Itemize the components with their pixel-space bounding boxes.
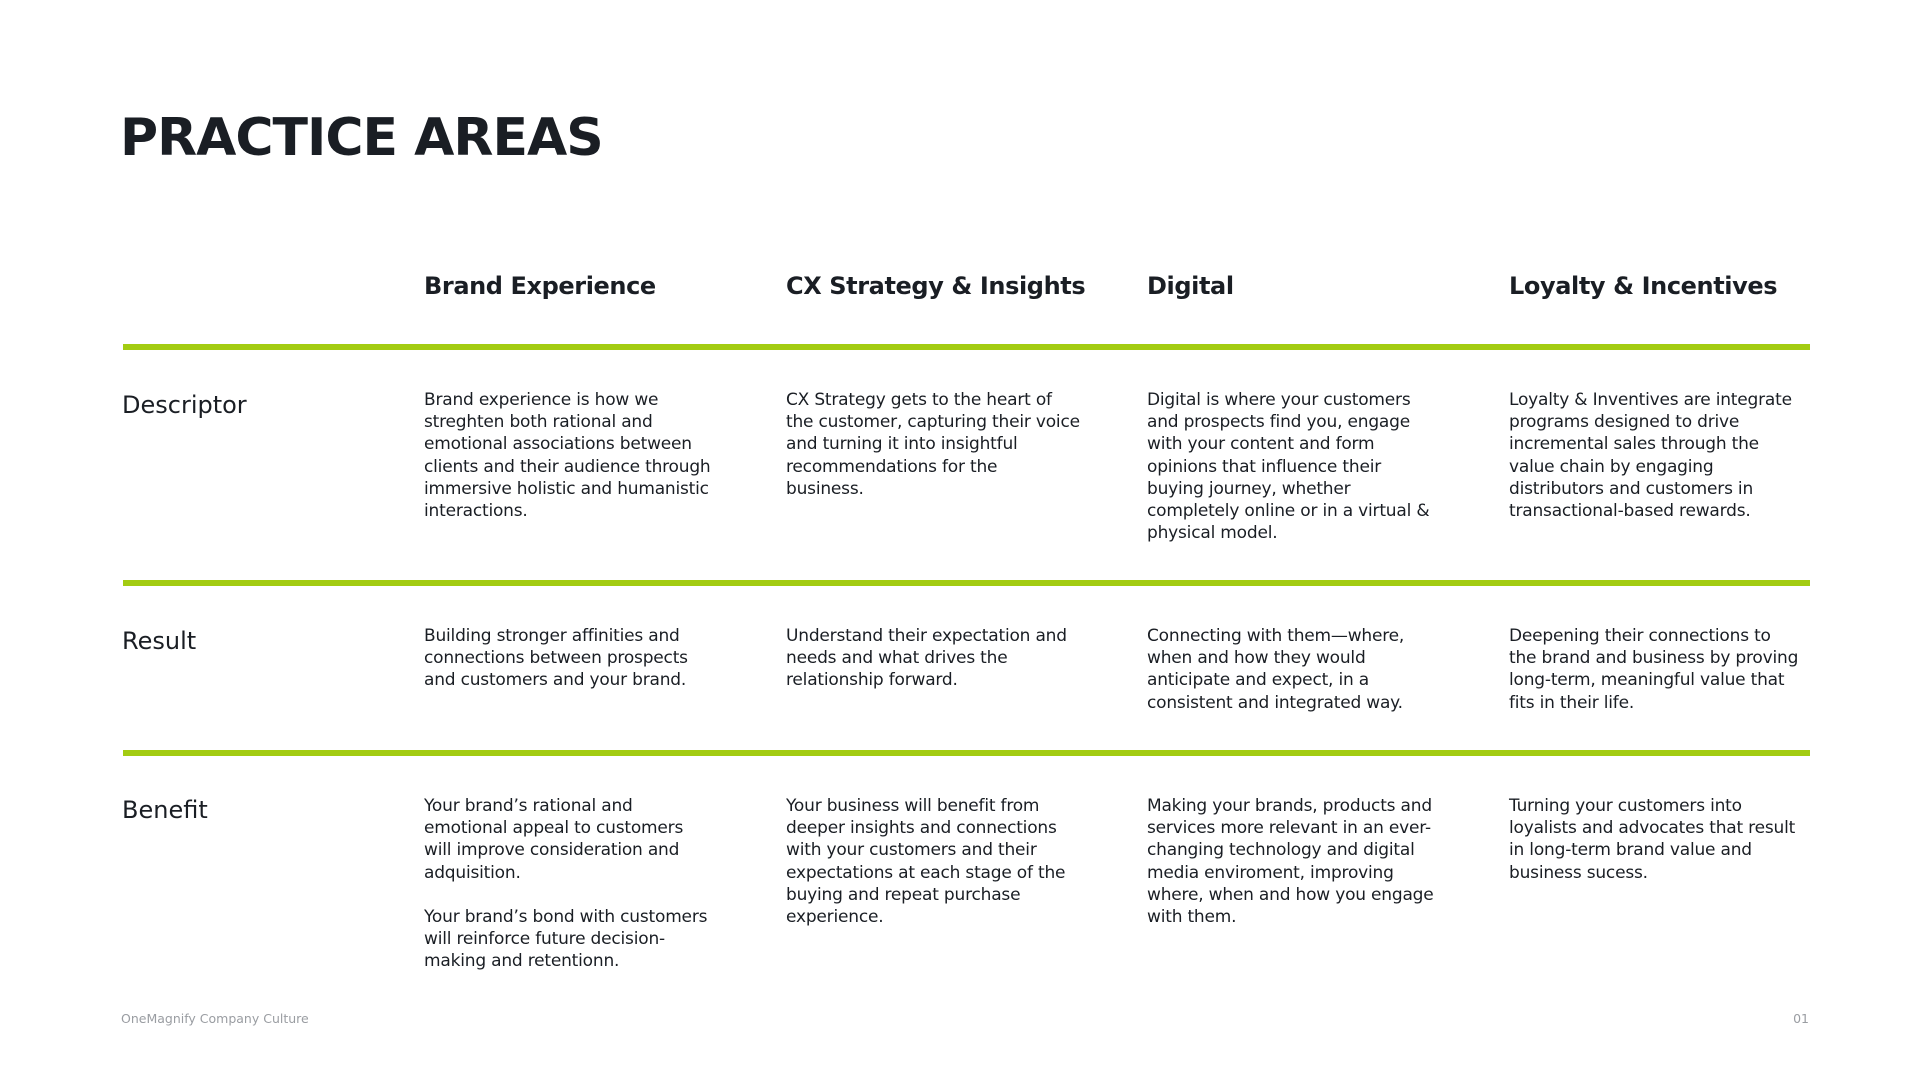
page-number: 01 <box>1793 1011 1809 1026</box>
page-title: PRACTICE AREAS <box>120 108 603 168</box>
row-label-benefit: Benefit <box>122 796 208 824</box>
row-label-descriptor: Descriptor <box>122 391 247 419</box>
cell-descriptor-brand-experience: Brand experience is how we streghten both rational and emotional associations between clients and their audience through immersive holistic and humanistic interactions. <box>424 390 711 522</box>
footer-company-label: OneMagnify Company Culture <box>121 1011 309 1026</box>
row-label-result: Result <box>122 627 197 655</box>
cell-descriptor-cx-strategy: CX Strategy gets to the heart of the customer, capturing their voice and turning it into insightful recommendations for the business. <box>786 390 1080 499</box>
cell-result-cx-strategy: Understand their expectation and needs and what drives the relationship forward. <box>786 626 1067 691</box>
column-header-loyalty: Loyalty & Incentives <box>1509 272 1778 300</box>
column-header-cx-strategy: CX Strategy & Insights <box>786 272 1086 300</box>
column-header-digital: Digital <box>1147 272 1234 300</box>
cell-benefit-loyalty: Turning your customers into loyalists and advocates that result in long-term brand value and business sucess. <box>1509 796 1796 883</box>
cell-result-loyalty: Deepening their connections to the brand and business by proving long-term, meaningful value that fits in their life. <box>1509 626 1799 713</box>
divider-result <box>123 750 1810 756</box>
column-header-brand-experience: Brand Experience <box>424 272 656 300</box>
cell-benefit-cx-strategy: Your business will benefit from deeper insights and connections with your customers and their expectations at each stage of the buying and repeat purchase experience. <box>786 796 1066 928</box>
cell-benefit-brand-experience: Your brand’s rational and emotional appeal to customers will improve consideration and adquisition. Your brand’s bond with customers will reinforce future decision- making and retentionn. <box>424 796 708 972</box>
cell-descriptor-loyalty: Loyalty & Inventives are integrate programs designed to drive incremental sales through the value chain by engaging distributors and customers in transactional-based rewards. <box>1509 390 1792 522</box>
cell-result-brand-experience: Building stronger affinities and connections between prospects and customers and your brand. <box>424 626 688 691</box>
divider-header <box>123 344 1810 350</box>
divider-descriptor <box>123 580 1810 586</box>
cell-benefit-digital: Making your brands, products and services more relevant in an ever- changing technology and digital media enviroment, improving where, when and how you engage with them. <box>1147 796 1434 928</box>
cell-result-digital: Connecting with them—where, when and how they would anticipate and expect, in a consistent and integrated way. <box>1147 626 1405 713</box>
cell-descriptor-digital: Digital is where your customers and prospects find you, engage with your content and form opinions that influence their buying journey, whether completely online or in a virtual & physical model. <box>1147 390 1430 544</box>
